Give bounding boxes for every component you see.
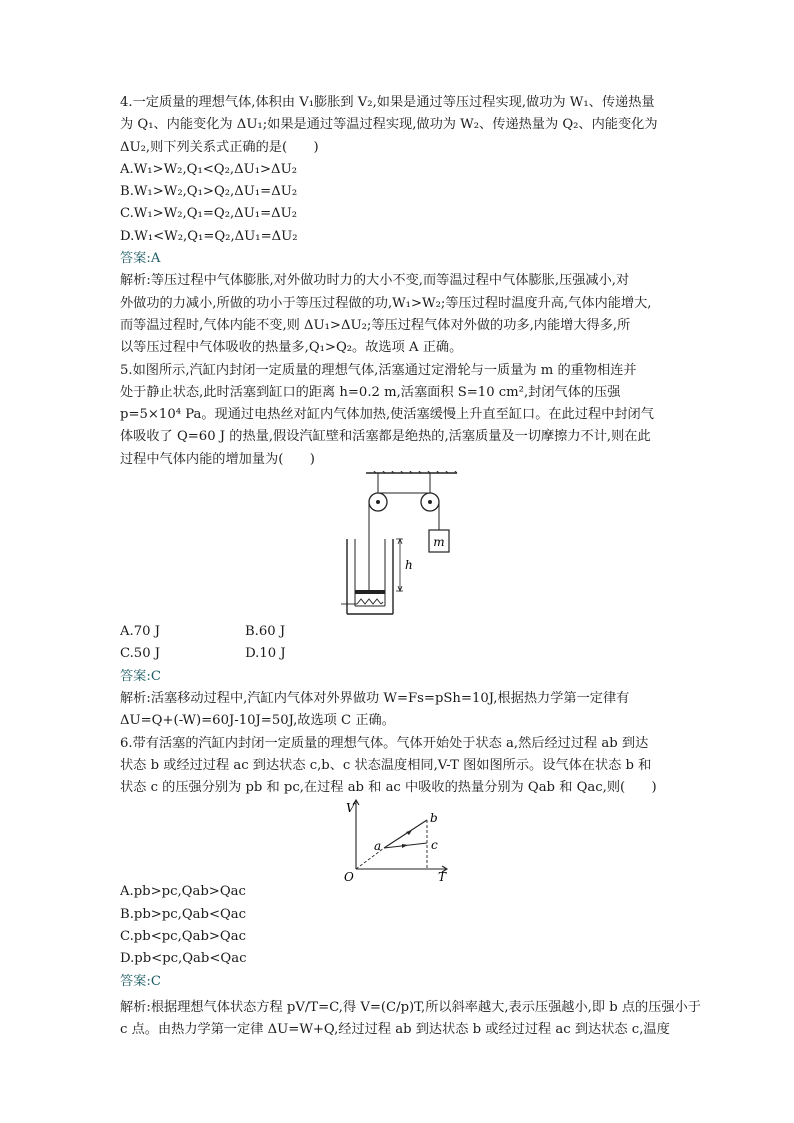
question-text-line: 状态 c 的压强分别为 pb 和 pc,在过程 ab 和 ac 中吸收的热量分别为 Qab 和 Qac,则( ) bbox=[120, 780, 657, 796]
option-d: D.10 J bbox=[245, 646, 286, 662]
axis-t-label: T bbox=[438, 870, 447, 882]
analysis-line: 解析:根据理想气体状态方程 pV/T=C,得 V=(C/p)T,所以斜率越大,表示压强越小,即 b 点的压强小于 bbox=[120, 999, 701, 1015]
question-text-line: 6.带有活塞的汽缸内封闭一定质量的理想气体。气体开始处于状态 a,然后经过过程 ab 到达 bbox=[120, 735, 649, 751]
analysis-line: 解析:活塞移动过程中,汽缸内气体对外界做功 W=Fs=pSh=10J,根据热力学第一定律有 bbox=[120, 690, 630, 706]
option-a: A.pb>pc,Qab>Qac bbox=[120, 884, 246, 900]
option-c: C.50 J bbox=[120, 646, 161, 662]
vt-graph bbox=[120, 799, 680, 881]
option-c: C.pb<pc,Qab>Qac bbox=[120, 929, 246, 945]
analysis-line: 解析:等压过程中气体膨胀,对外做功时力的大小不变,而等温过程中气体膨胀,压强减小,对 bbox=[120, 273, 630, 289]
option-d: D.pb<pc,Qab<Qac bbox=[120, 951, 247, 967]
height-label: h bbox=[405, 558, 413, 573]
answer: 答案:A bbox=[120, 251, 161, 267]
point-a-label: a bbox=[374, 839, 382, 854]
option-b: B.pb>pc,Qab<Qac bbox=[120, 906, 247, 922]
question-5 bbox=[120, 360, 680, 733]
question-text-line: 处于静止状态,此时活塞到缸口的距离 h=0.2 m,活塞面积 S=10 cm²,封闭气体的压强 bbox=[120, 384, 621, 400]
analysis-line: 以等压过程中气体吸收的热量多,Q₁>Q₂。故选项 A 正确。 bbox=[120, 340, 463, 356]
heating-wire bbox=[357, 599, 381, 604]
answer: 答案:C bbox=[120, 668, 161, 684]
question-text-line: ΔU₂,则下列关系式正确的是( ) bbox=[120, 139, 319, 155]
axis-v-label: V bbox=[346, 801, 355, 816]
option-a: A.70 J bbox=[120, 624, 160, 640]
cylinder-pulley-figure bbox=[120, 471, 680, 621]
option-d: D.W₁<W₂,Q₁=Q₂,ΔU₁=ΔU₂ bbox=[120, 228, 298, 244]
mass-label: m bbox=[433, 535, 445, 550]
option-b: B.60 J bbox=[244, 624, 286, 640]
question-text-line: 过程中气体内能的增加量为( ) bbox=[120, 451, 315, 467]
options-row bbox=[120, 643, 680, 665]
question-text-line: 4.一定质量的理想气体,体积由 V₁膨胀到 V₂,如果是通过等压过程实现,做功为 W₁、传递热量 bbox=[120, 95, 655, 110]
question-text-line: 为 Q₁、内能变化为 ΔU₁;如果是通过等温过程实现,做功为 W₂、传递热量为 Q₂、内能变化为 bbox=[120, 117, 658, 133]
question-text-line: p=5×10⁴ Pa。现通过电热丝对缸内气体加热,使活塞缓慢上升直至缸口。在此过程中封闭气 bbox=[120, 407, 654, 423]
question-text-line: 5.如图所示,汽缸内封闭一定质量的理想气体,活塞通过定滑轮与一质量为 m 的重物相连并 bbox=[120, 362, 637, 378]
option-a: A.W₁>W₂,Q₁<Q₂,ΔU₁>ΔU₂ bbox=[120, 161, 297, 177]
answer: 答案:C bbox=[120, 973, 161, 989]
analysis-line: 外做功的力减小,所做的功小于等压过程做的功,W₁>W₂;等压过程时温度升高,气体内能增大, bbox=[120, 295, 652, 311]
point-b-label: b bbox=[430, 811, 438, 826]
analysis-line: ΔU=Q+(-W)=60J-10J=50J,故选项 C 正确。 bbox=[120, 713, 395, 729]
vt-graph-figure bbox=[120, 799, 680, 881]
question-text-line: 体吸收了 Q=60 J 的热量,假设汽缸壁和活塞都是绝热的,活塞质量及一切摩擦力不计,则在此 bbox=[120, 429, 651, 445]
origin-label: O bbox=[344, 870, 354, 882]
analysis-line: c 点。由热力学第一定律 ΔU=W+Q,经过过程 ab 到达状态 b 或经过过程 ac 到达状态 c,温度 bbox=[120, 1022, 670, 1038]
cylinder-pulley-diagram bbox=[120, 471, 680, 621]
question-text-line: 状态 b 或经过过程 ac 到达状态 c,b、c 状态温度相同,V-T 图如图所示。设气体在状态 b 和 bbox=[120, 757, 652, 773]
analysis-line: 而等温过程时,气体内能不变,则 ΔU₁>ΔU₂;等压过程气体对外做的功多,内能增大得多,所 bbox=[120, 317, 631, 333]
option-b: B.W₁>W₂,Q₁>Q₂,ΔU₁=ΔU₂ bbox=[120, 184, 298, 200]
option-c: C.W₁>W₂,Q₁=Q₂,ΔU₁=ΔU₂ bbox=[120, 206, 298, 222]
question-4 bbox=[120, 92, 680, 360]
piston bbox=[355, 590, 385, 594]
document-page bbox=[120, 92, 701, 1042]
question-6 bbox=[120, 733, 701, 1042]
options-row bbox=[120, 621, 680, 643]
point-c-label: c bbox=[431, 838, 438, 853]
